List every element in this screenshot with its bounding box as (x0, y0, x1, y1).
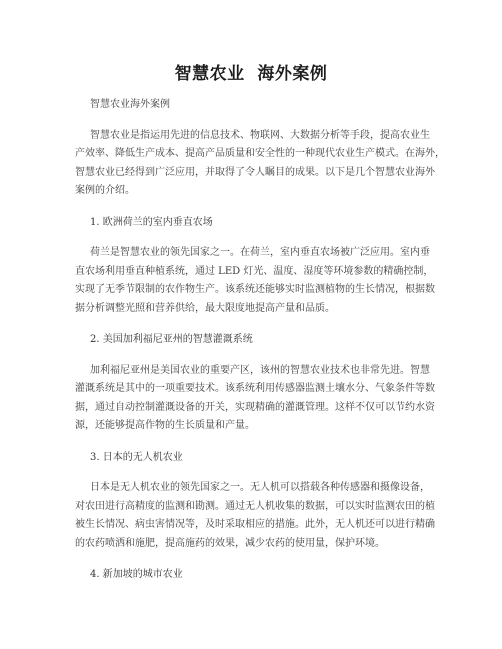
section-heading-text: 2. 美国加利福尼亚州的智慧灌溉系统 (90, 334, 253, 345)
section-line: 被生长情况、病虫害情况等，及时采取相应的措施。此外，无人机还可以进行精确 (75, 519, 435, 530)
section-heading-text: 3. 日本的无人机农业 (90, 451, 183, 463)
section-line: 灌溉系统是其中的一项重要技术。该系统利用传感器监测土壤水分、气象条件等数 (75, 383, 435, 394)
section-paragraph (75, 479, 435, 553)
section-heading-text: 1. 欧洲荷兰的室内垂直农场 (90, 216, 213, 228)
intro-line: 智慧农业是指运用先进的信息技术、物联网、大数据分析等手段，提高农业生 (90, 129, 430, 141)
section-line: 的农药喷洒和施肥，提高施药的效果，减少农药的使用量，保护环境。 (75, 537, 385, 549)
section-heading (75, 449, 435, 468)
section-line: 源，还能够提高作物的生长质量和产量。 (75, 420, 255, 431)
section-heading (75, 214, 435, 233)
document-title: 智慧农业 海外案例 (174, 64, 328, 84)
section-line: 据，通过自动控制灌溉设备的开关，实现精确的灌溉管理。这样不仅可以节约水资 (75, 401, 435, 413)
section-line: 实现了无季节限制的农作物生产。该系统还能够实时监测植物的生长情况，根据数 (75, 284, 435, 295)
section-paragraph (75, 362, 435, 436)
section-heading-text: 4. 新加坡的城市农业 (90, 569, 183, 580)
document-subtitle (75, 96, 435, 115)
section-line: 据分析调整光照和营养供给，最大限度地提高产量和品质。 (75, 302, 335, 314)
intro-line: 产效率、降低生产成本、提高产品质量和安全性的一种现代农业生产模式。在海外， (75, 148, 445, 159)
document-body (75, 96, 445, 585)
subtitle-text: 智慧农业海外案例 (90, 99, 170, 110)
intro-line: 案例的介绍。 (75, 185, 135, 196)
section-line: 日本是无人机农业的领先国家之一。无人机可以搭载各种传感器和摄像设备， (90, 482, 430, 493)
section-paragraph (75, 244, 435, 318)
intro-paragraph (75, 127, 445, 201)
section-heading (75, 331, 435, 350)
section-line: 加利福尼亚州是美国农业的重要产区，该州的智慧农业技术也非常先进。智慧 (90, 364, 430, 376)
section-line: 直农场利用垂直种植系统，通过 LED 灯光、温度、湿度等环境参数的精确控制， (75, 265, 434, 277)
section-line: 荷兰是智慧农业的领先国家之一。在荷兰，室内垂直农场被广泛应用。室内垂 (90, 247, 430, 258)
section-line: 对农田进行高精度的监测和勘测。通过无人机收集的数据，可以实时监测农田的植 (75, 500, 435, 512)
intro-line: 智慧农业已经得到广泛应用，并取得了令人瞩目的成果。以下是几个智慧农业海外 (75, 166, 435, 178)
section-heading (75, 566, 435, 585)
